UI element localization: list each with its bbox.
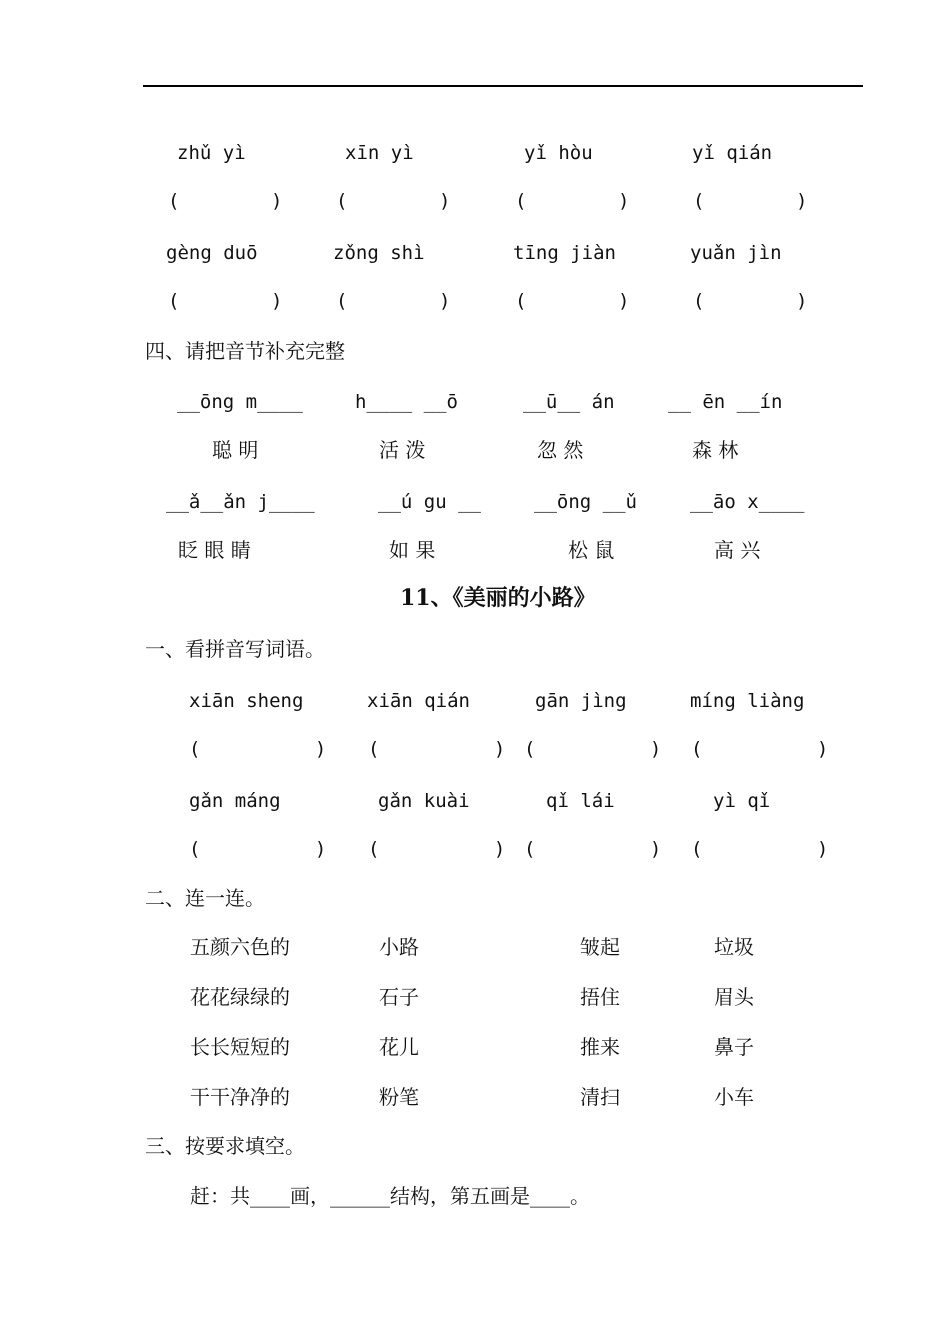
answer-blank[interactable]: ( ) — [693, 290, 808, 312]
match-item[interactable]: 鼻子 — [714, 1035, 754, 1059]
match-item[interactable]: 粉笔 — [379, 1085, 419, 1109]
syllable-fill[interactable]: __ǎ__ǎn j____ — [166, 491, 315, 513]
pinyin-text: míng liàng — [690, 690, 805, 712]
match-item[interactable]: 小车 — [714, 1085, 754, 1109]
syllable-fill[interactable]: __ū__ án — [523, 391, 615, 413]
answer-blank[interactable]: ( ) — [368, 738, 506, 760]
syllable-fill[interactable]: __ ēn __ín — [668, 391, 783, 413]
match-item[interactable]: 清扫 — [580, 1085, 620, 1109]
pinyin-text: tīng jiàn — [513, 242, 616, 264]
match-item[interactable]: 花儿 — [379, 1035, 419, 1059]
match-item[interactable]: 花花绿绿的 — [190, 985, 290, 1009]
pinyin-text: qǐ lái — [546, 790, 615, 812]
pinyin-text: gān jìng — [535, 690, 627, 712]
pinyin-text: yǐ qián — [692, 142, 773, 164]
syllable-fill[interactable]: __ōng __ǔ — [534, 491, 637, 513]
match-item[interactable]: 干干净净的 — [190, 1085, 290, 1109]
pinyin-text: gèng duō — [166, 242, 258, 264]
answer-blank[interactable]: ( ) — [368, 838, 506, 860]
pinyin-text: gǎn kuài — [378, 790, 470, 812]
answer-blank[interactable]: ( ) — [693, 190, 808, 212]
answer-blank[interactable]: ( ) — [691, 838, 829, 860]
answer-blank[interactable]: ( ) — [168, 190, 283, 212]
word-text: 聪 明 — [212, 438, 259, 462]
section-heading: 二、连一连。 — [145, 886, 265, 910]
word-text: 森 林 — [692, 438, 739, 462]
answer-blank[interactable]: ( ) — [336, 190, 451, 212]
syllable-fill[interactable]: __ōng m____ — [177, 391, 303, 413]
answer-blank[interactable]: ( ) — [515, 190, 630, 212]
pinyin-text: xiān sheng — [189, 690, 304, 712]
answer-blank[interactable]: ( ) — [524, 838, 662, 860]
pinyin-text: zǒng shì — [333, 242, 425, 264]
match-item[interactable]: 石子 — [379, 985, 419, 1009]
section-heading: 三、按要求填空。 — [145, 1134, 305, 1158]
pinyin-text: xīn yì — [345, 142, 414, 164]
answer-blank[interactable]: ( ) — [524, 738, 662, 760]
word-text: 忽 然 — [537, 438, 584, 462]
word-text: 高 兴 — [714, 538, 761, 562]
section-heading: 四、请把音节补充完整 — [145, 339, 345, 363]
word-text: 如 果 — [389, 538, 436, 562]
match-item[interactable]: 眉头 — [714, 985, 754, 1009]
pinyin-text: gǎn máng — [189, 790, 281, 812]
match-item[interactable]: 垃圾 — [714, 935, 754, 959]
lesson-title: 11、《美丽的小路》 — [400, 585, 596, 611]
syllable-fill[interactable]: __āo x____ — [690, 491, 805, 513]
match-item[interactable]: 长长短短的 — [190, 1035, 290, 1059]
answer-blank[interactable]: ( ) — [336, 290, 451, 312]
match-item[interactable]: 小路 — [379, 935, 419, 959]
match-item[interactable]: 推来 — [580, 1035, 620, 1059]
pinyin-text: xiān qián — [367, 690, 470, 712]
pinyin-text: yì qǐ — [713, 790, 771, 812]
syllable-fill[interactable]: h____ __ō — [355, 391, 458, 413]
answer-blank[interactable]: ( ) — [189, 738, 327, 760]
match-item[interactable]: 捂住 — [580, 985, 620, 1009]
word-text: 松 鼠 — [568, 538, 615, 562]
section-heading: 一、看拼音写词语。 — [145, 637, 325, 661]
answer-blank[interactable]: ( ) — [691, 738, 829, 760]
answer-blank[interactable]: ( ) — [189, 838, 327, 860]
header-rule — [143, 85, 863, 87]
pinyin-text: zhǔ yì — [177, 142, 246, 164]
match-item[interactable]: 皱起 — [580, 935, 620, 959]
answer-blank[interactable]: ( ) — [515, 290, 630, 312]
word-text: 活 泼 — [379, 438, 426, 462]
pinyin-text: yuǎn jìn — [690, 242, 782, 264]
match-item[interactable]: 五颜六色的 — [190, 935, 290, 959]
answer-blank[interactable]: ( ) — [168, 290, 283, 312]
pinyin-text: yǐ hòu — [524, 142, 593, 164]
fill-in-line[interactable]: 赶：共____画，______结构，第五画是____。 — [190, 1184, 590, 1208]
word-text: 眨 眼 睛 — [178, 538, 251, 562]
syllable-fill[interactable]: __ú gu __ — [378, 491, 481, 513]
